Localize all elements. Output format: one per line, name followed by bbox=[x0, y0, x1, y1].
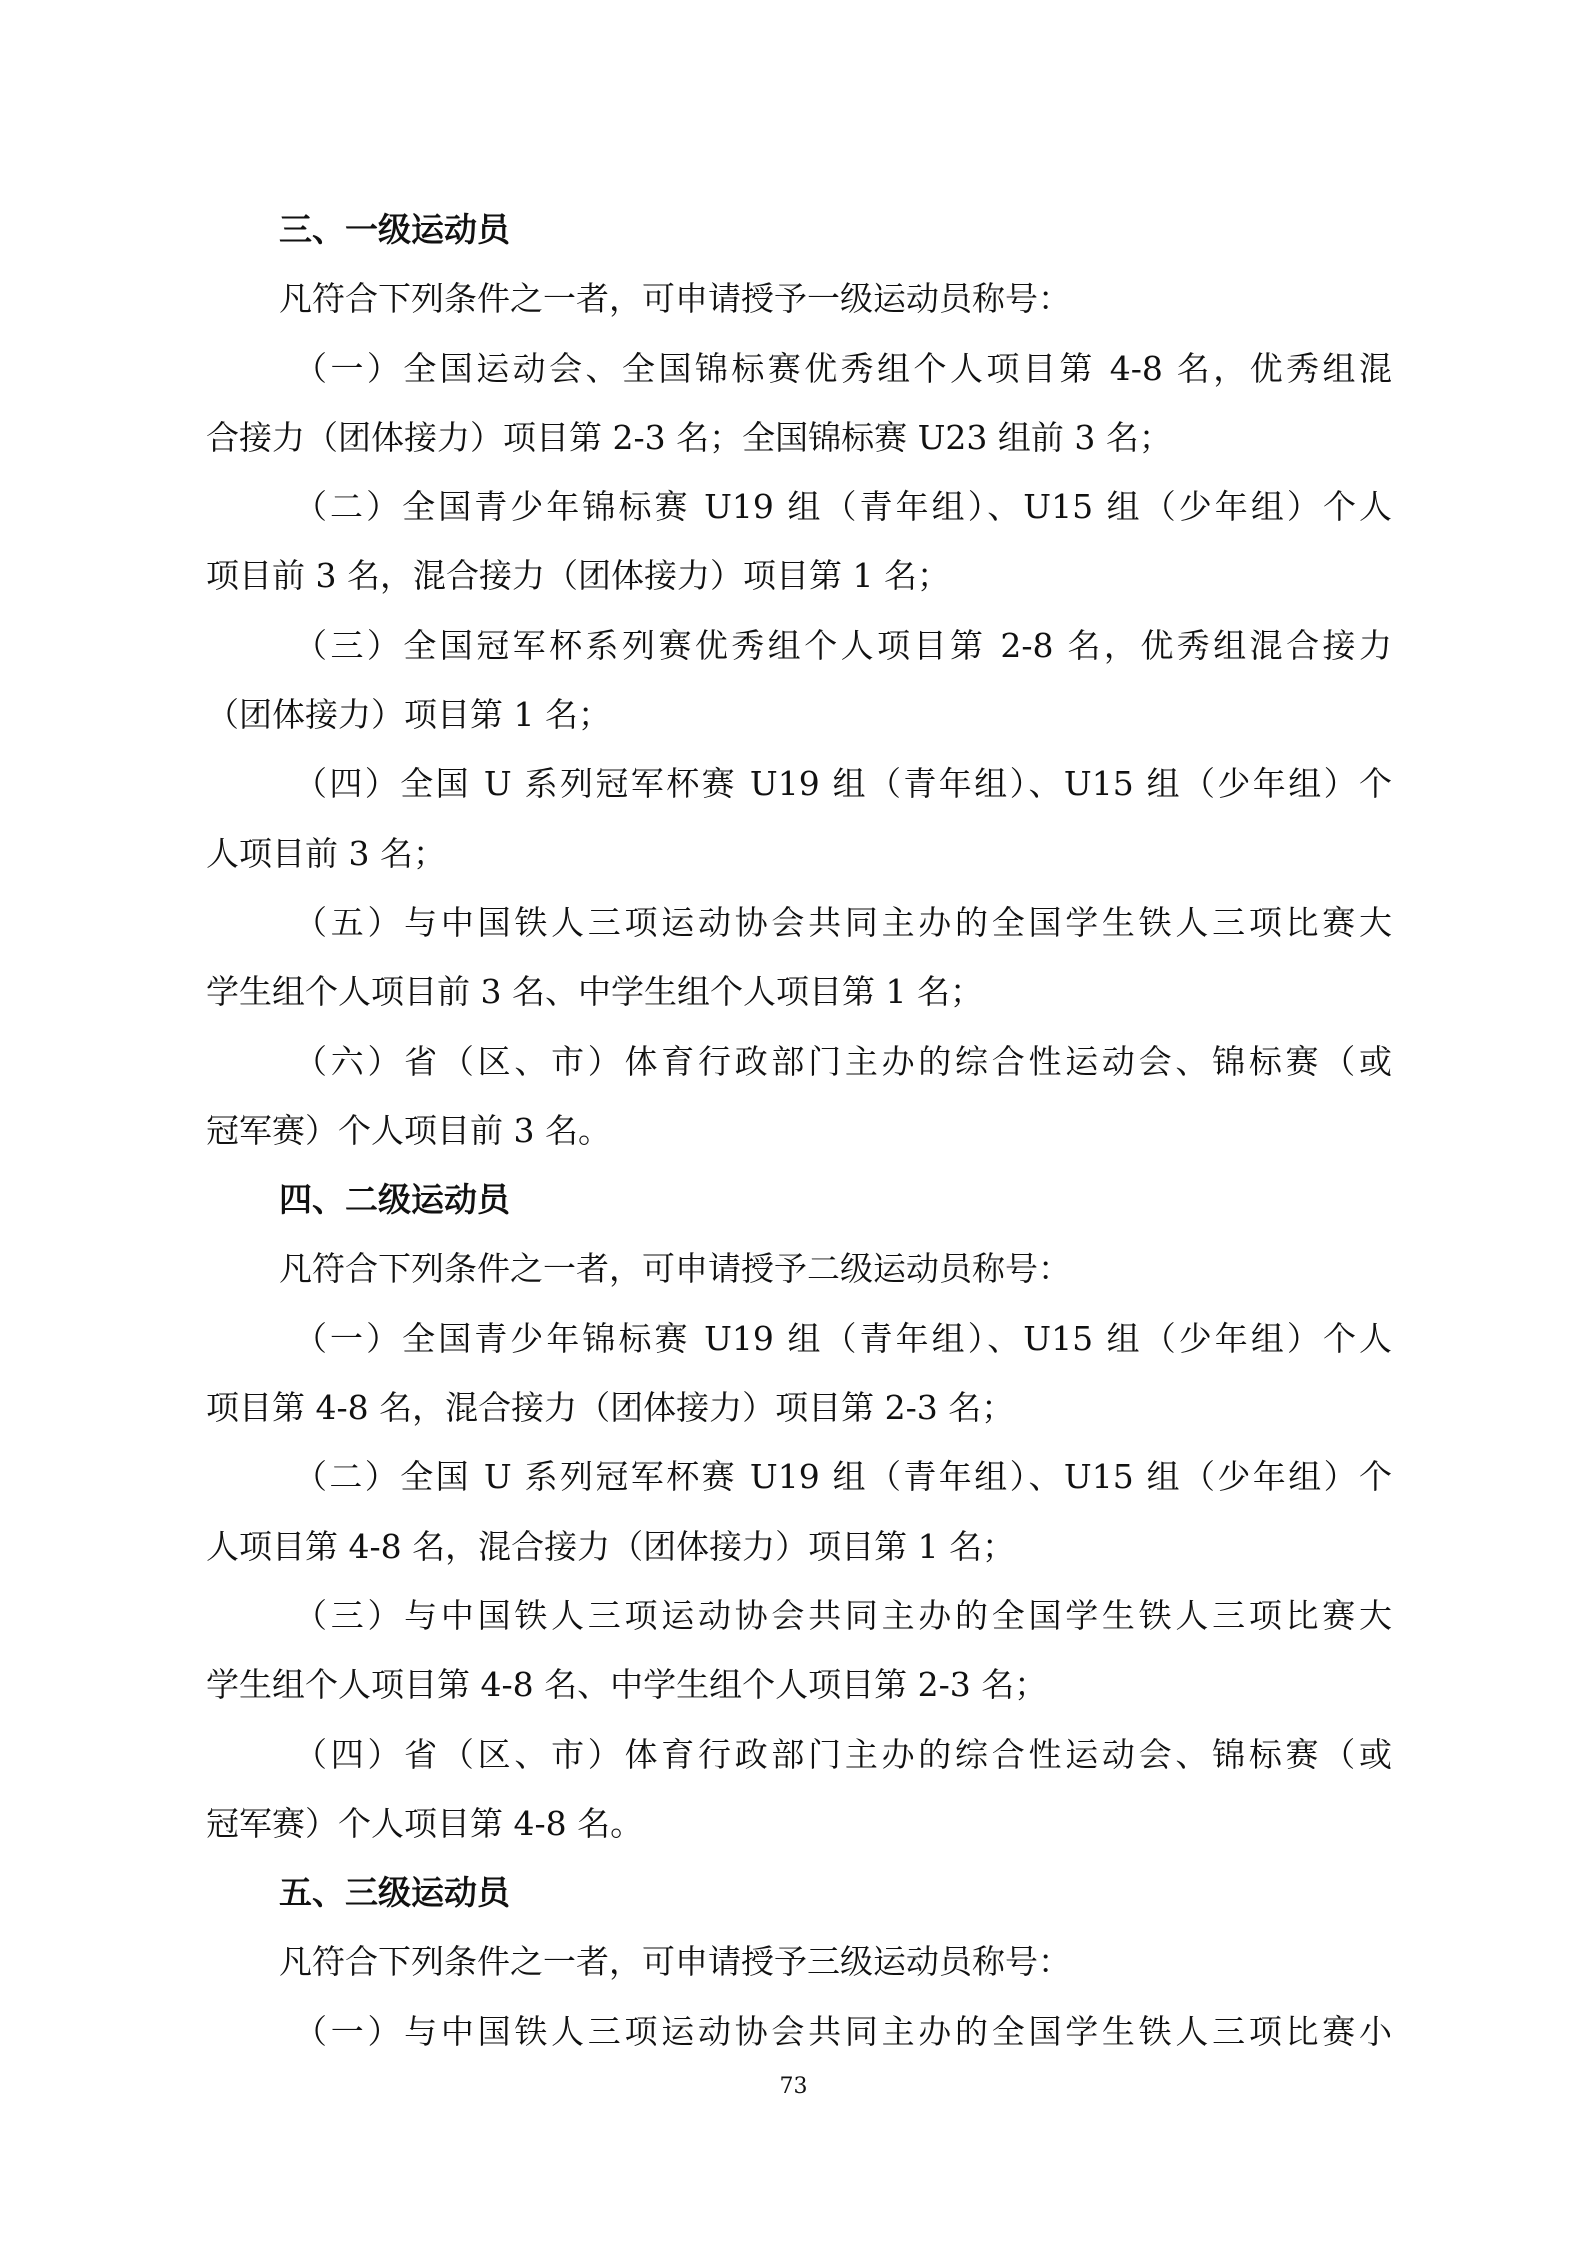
level-1-item-4-line-2: 人项目前 3 名； bbox=[206, 833, 446, 873]
level-2-item-1-line-1: （一）全国青少年锦标赛 U19 组（青年组）、U15 组（少年组）个人 bbox=[294, 1318, 1392, 1358]
level-2-item-1-line-2: 项目第 4-8 名，混合接力（团体接力）项目第 2-3 名； bbox=[206, 1388, 1015, 1428]
level-1-item-5-line-2: 学生组个人项目前 3 名、中学生组个人项目第 1 名； bbox=[206, 972, 983, 1012]
level-1-item-6-line-1: （六）省（区、市）体育行政部门主办的综合性运动会、锦标赛（或 bbox=[294, 1041, 1392, 1081]
level-1-item-6-line-2: 冠军赛）个人项目前 3 名。 bbox=[206, 1110, 611, 1150]
level-2-item-3-line-2: 学生组个人项目第 4-8 名、中学生组个人项目第 2-3 名； bbox=[206, 1665, 1048, 1705]
level-1-item-2-line-1: （二）全国青少年锦标赛 U19 组（青年组）、U15 组（少年组）个人 bbox=[294, 487, 1392, 527]
level-1-item-4-line-1: （四）全国 U 系列冠军杯赛 U19 组（青年组）、U15 组（少年组）个 bbox=[294, 764, 1392, 804]
level-1-item-1-line-2: 合接力（团体接力）项目第 2-3 名；全国锦标赛 U23 组前 3 名； bbox=[206, 417, 1172, 457]
level-2-item-2-line-1: （二）全国 U 系列冠军杯赛 U19 组（青年组）、U15 组（少年组）个 bbox=[294, 1457, 1392, 1497]
level-3-item-1-line-1: （一）与中国铁人三项运动协会共同主办的全国学生铁人三项比赛小 bbox=[294, 2011, 1392, 2051]
section-heading-level-2: 四、二级运动员 bbox=[279, 1180, 510, 1220]
level-2-item-4-line-2: 冠军赛）个人项目第 4-8 名。 bbox=[206, 1803, 644, 1843]
section-intro-level-1: 凡符合下列条件之一者，可申请授予一级运动员称号： bbox=[279, 279, 1071, 319]
level-1-item-3-line-2: （团体接力）项目第 1 名； bbox=[206, 695, 611, 735]
section-heading-level-3: 五、三级运动员 bbox=[279, 1873, 510, 1913]
level-1-item-5-line-1: （五）与中国铁人三项运动协会共同主办的全国学生铁人三项比赛大 bbox=[294, 902, 1392, 942]
level-1-item-1-line-1: （一）全国运动会、全国锦标赛优秀组个人项目第 4-8 名，优秀组混 bbox=[294, 348, 1392, 388]
level-1-item-2-line-2: 项目前 3 名，混合接力（团体接力）项目第 1 名； bbox=[206, 556, 950, 596]
level-2-item-3-line-1: （三）与中国铁人三项运动协会共同主办的全国学生铁人三项比赛大 bbox=[294, 1595, 1392, 1635]
section-heading-level-1: 三、一级运动员 bbox=[279, 210, 510, 249]
document-body bbox=[206, 195, 1392, 2066]
level-2-item-2-line-2: 人项目第 4-8 名，混合接力（团体接力）项目第 1 名； bbox=[206, 1526, 1016, 1566]
section-intro-level-3: 凡符合下列条件之一者，可申请授予三级运动员称号： bbox=[279, 1942, 1071, 1982]
level-2-item-4-line-1: （四）省（区、市）体育行政部门主办的综合性运动会、锦标赛（或 bbox=[294, 1734, 1392, 1774]
page-number: 73 bbox=[779, 2074, 808, 2099]
section-intro-level-2: 凡符合下列条件之一者，可申请授予二级运动员称号： bbox=[279, 1249, 1071, 1289]
level-1-item-3-line-1: （三）全国冠军杯系列赛优秀组个人项目第 2-8 名，优秀组混合接力 bbox=[294, 625, 1392, 665]
